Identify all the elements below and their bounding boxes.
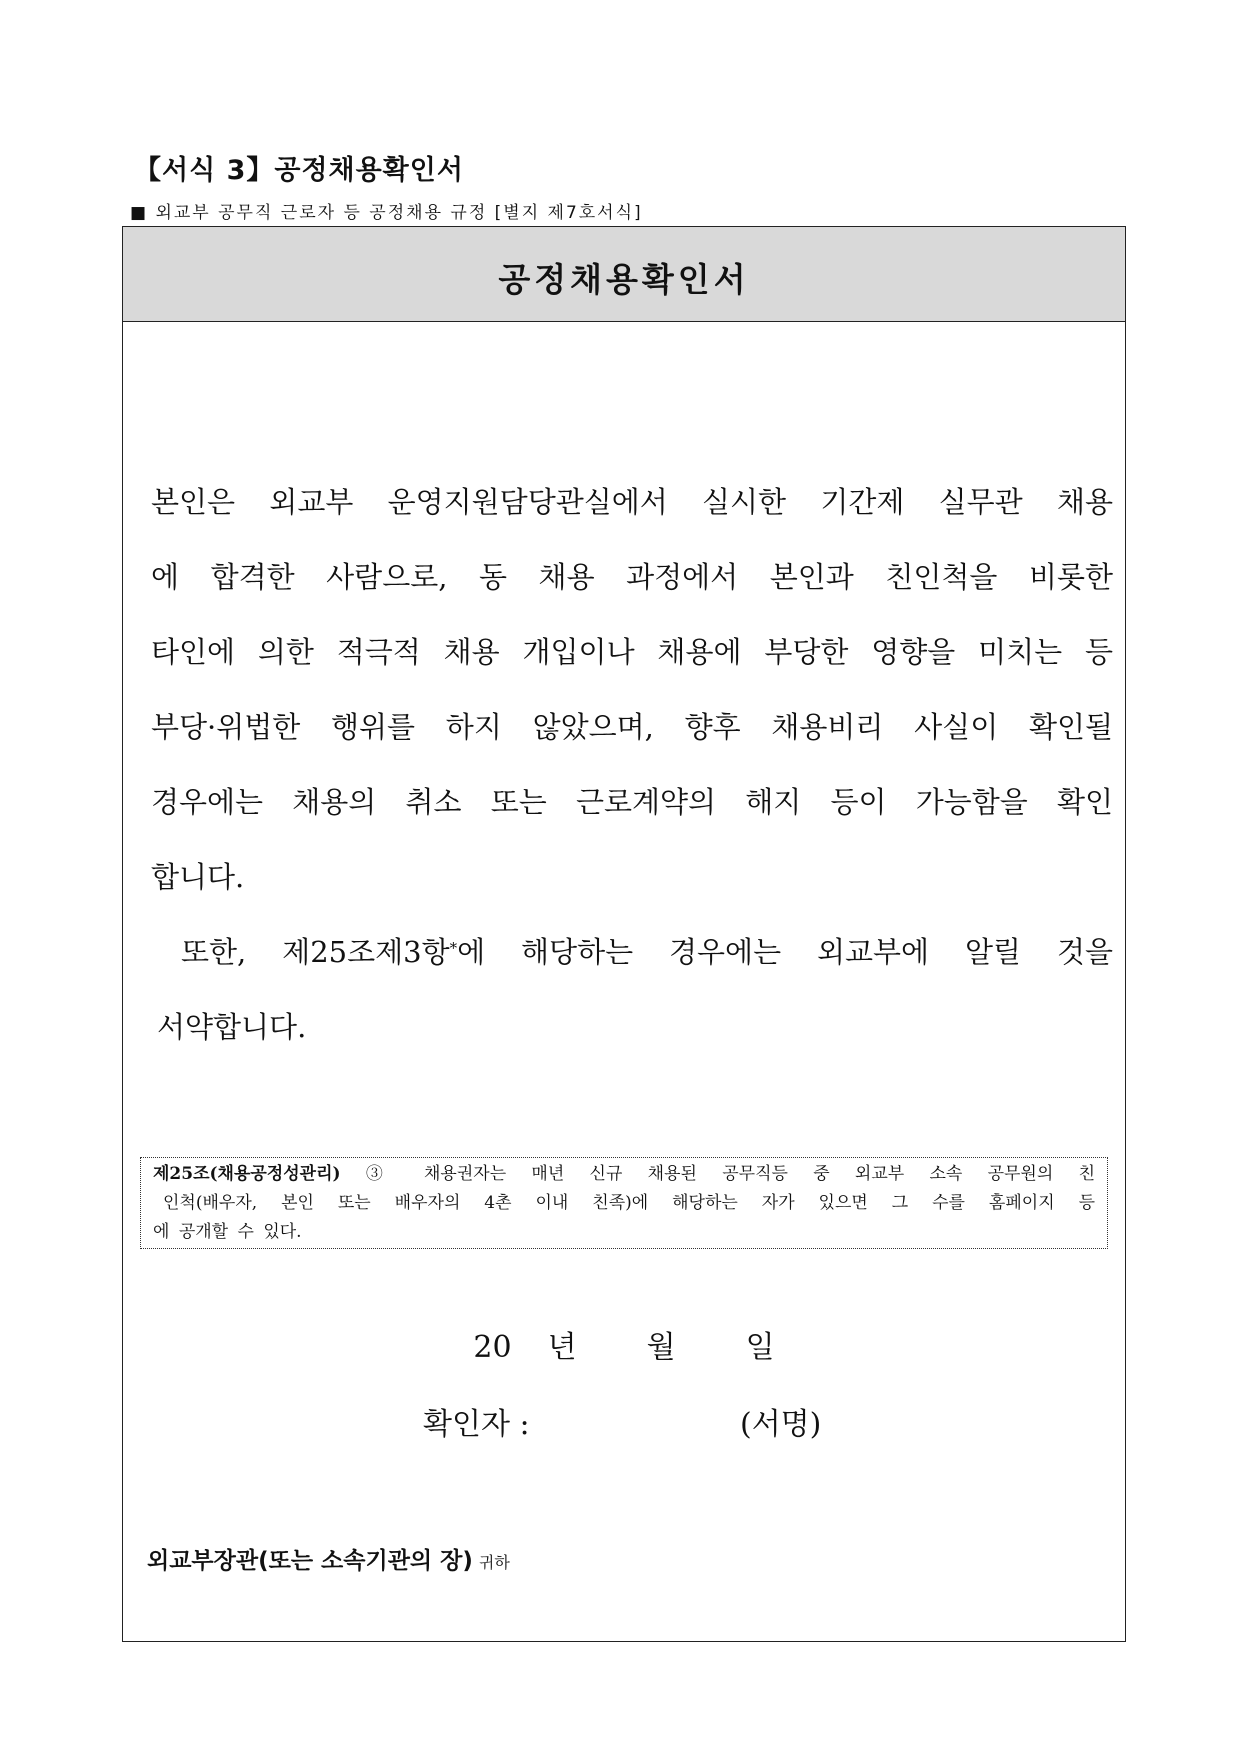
footnote-line <box>153 1160 1095 1189</box>
footnote-line: 에 공개할 수 있다. <box>153 1222 302 1242</box>
form-number-heading: 【서식 3】공정채용확인서 <box>134 155 464 186</box>
pledge-text-end: 에 해당하는 경우에는 외교부에 알릴 것을 <box>457 935 1113 969</box>
pledge-paragraph <box>151 915 1113 1065</box>
addressee <box>147 1542 510 1575</box>
form-header <box>123 227 1125 322</box>
addressee-suffix: 귀하 <box>478 1553 510 1572</box>
footnote-line: 인척(배우자, 본인 또는 배우자의 4촌 이내 친족)에 해당하는 자가 있으면 그 수를 홈페이지 등 <box>163 1193 1095 1213</box>
footnote-article-title: 제25조(채용공정성관리) <box>153 1164 341 1184</box>
confirmer-label: 확인자 : <box>423 1407 530 1442</box>
signature-label: (서명) <box>740 1407 822 1442</box>
pledge-text-start: 또한, 제25조제3항 <box>181 935 450 969</box>
day-unit: 일 <box>745 1330 775 1365</box>
pledge-line: 서약합니다. <box>157 1010 307 1044</box>
addressee-name: 외교부장관(또는 소속기관의 장) <box>147 1548 473 1574</box>
statement-line: 합니다. <box>151 860 245 894</box>
footnote-marker: * <box>449 939 458 957</box>
statement-line: 에 합격한 사람으로, 동 채용 과정에서 본인과 친인척을 비롯한 <box>151 560 1113 594</box>
statement-line: 본인은 외교부 운영지원담당관실에서 실시한 기간제 실무관 채용 <box>151 485 1113 519</box>
year-prefix: 20 <box>473 1330 512 1365</box>
statement-line: 타인에 의한 적극적 채용 개입이나 채용에 부당한 영향을 미치는 등 <box>151 635 1113 669</box>
year-unit: 년 <box>547 1330 577 1365</box>
footnote-text: ③ 채용권자는 매년 신규 채용된 공무직등 중 외교부 소속 공무원의 친 <box>340 1164 1095 1184</box>
regulation-reference: ■ 외교부 공무직 근로자 등 공정채용 규정 [별지 제7호서식] <box>130 203 643 223</box>
month-unit: 월 <box>646 1330 676 1365</box>
article-footnote-box <box>140 1157 1108 1249</box>
statement-line: 부당·위법한 행위를 하지 않았으며, 향후 채용비리 사실이 확인될 <box>151 710 1113 744</box>
date-field <box>123 1322 1125 1366</box>
form-title: 공정채용확인서 <box>498 259 750 299</box>
statement-line: 경우에는 채용의 취소 또는 근로계약의 해지 등이 가능함을 확인 <box>151 785 1113 819</box>
confirmation-form <box>122 226 1126 1642</box>
pledge-line <box>151 915 1113 990</box>
statement-paragraph <box>151 465 1113 915</box>
